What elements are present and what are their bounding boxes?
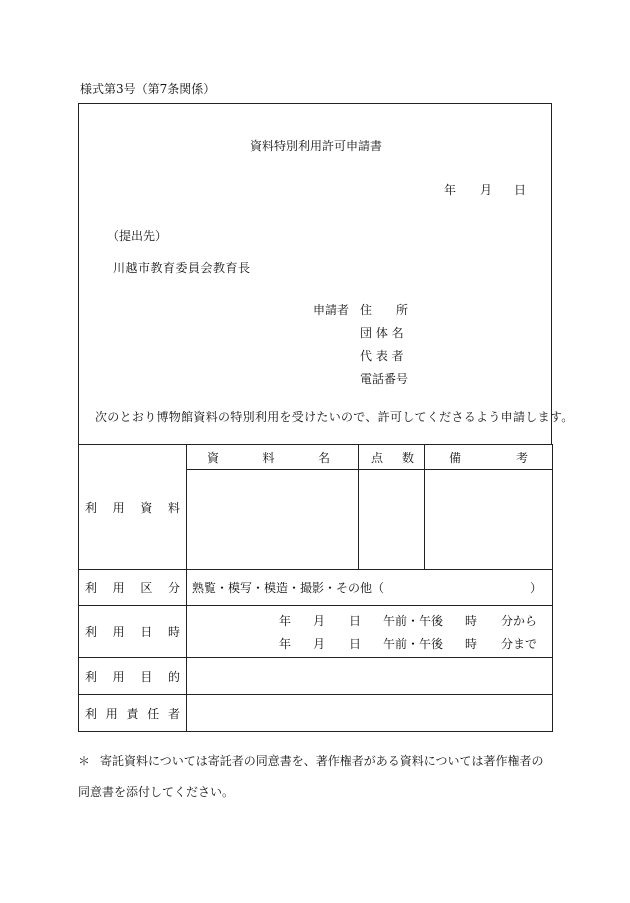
category-options: 熟覧・模写・模造・撮影・その他（ <box>192 581 385 595</box>
purpose-label-cell <box>79 658 187 695</box>
header-count: 点 数 <box>359 445 425 470</box>
materials-label-cell <box>79 445 187 570</box>
application-header-box <box>78 103 574 444</box>
responsible-label-cell <box>79 695 187 732</box>
applicant-label: 申請者 <box>313 303 350 317</box>
addressee-name: 川越市教育委員会教育長 <box>113 261 251 275</box>
form-number-label: 様式第3号（第7条関係） <box>80 82 216 96</box>
applicant-group-label: 団 体 名 <box>360 326 404 340</box>
form-title: 資料特別利用許可申請書 <box>249 139 382 153</box>
note-text: 寄託資料については寄託者の同意書を、著作権者がある資料については著作権者の同意書を添付してください。 <box>78 754 544 799</box>
category-close-paren: ） <box>529 581 542 595</box>
materials-label: 利 用 資 料 <box>85 500 180 515</box>
datetime-label: 利 用 日 時 <box>85 625 180 639</box>
header-material-name: 資 料 名 <box>187 445 359 470</box>
category-value-cell[interactable] <box>187 570 553 606</box>
usage-table <box>78 444 553 732</box>
applicant-phone-label: 電話番号 <box>360 372 409 386</box>
datetime-value-cell[interactable] <box>187 606 553 658</box>
responsible-value-cell[interactable] <box>187 695 553 732</box>
datetime-from-row: 年 月 日 午前・午後 時 分から <box>279 613 538 628</box>
material-name-input-cell[interactable] <box>187 470 359 570</box>
addressee-prefix: （提出先） <box>107 229 168 243</box>
attachment-note <box>78 746 552 808</box>
applicant-representative-label: 代 表 者 <box>360 349 404 363</box>
purpose-value-cell[interactable] <box>187 658 553 695</box>
application-statement: 次のとおり博物館資料の特別利用を受けたいので、許可してくださるよう申請します。 <box>95 410 574 424</box>
material-remarks-input-cell[interactable] <box>425 470 553 570</box>
date-year: 年 <box>444 183 457 197</box>
date-day: 日 <box>514 183 527 197</box>
category-label: 利 用 区 分 <box>85 581 180 595</box>
category-label-cell <box>79 570 187 606</box>
purpose-label: 利 用 目 的 <box>85 669 180 684</box>
material-count-input-cell[interactable] <box>359 470 425 570</box>
datetime-label-cell <box>79 606 187 658</box>
applicant-address-label: 住 所 <box>360 303 409 317</box>
datetime-to-row: 年 月 日 午前・午後 時 分まで <box>279 636 538 651</box>
responsible-label: 利 用 責 任 者 <box>85 706 180 721</box>
header-remarks: 備 考 <box>425 445 553 470</box>
date-month: 月 <box>480 183 493 197</box>
note-mark: ＊ <box>78 754 91 768</box>
